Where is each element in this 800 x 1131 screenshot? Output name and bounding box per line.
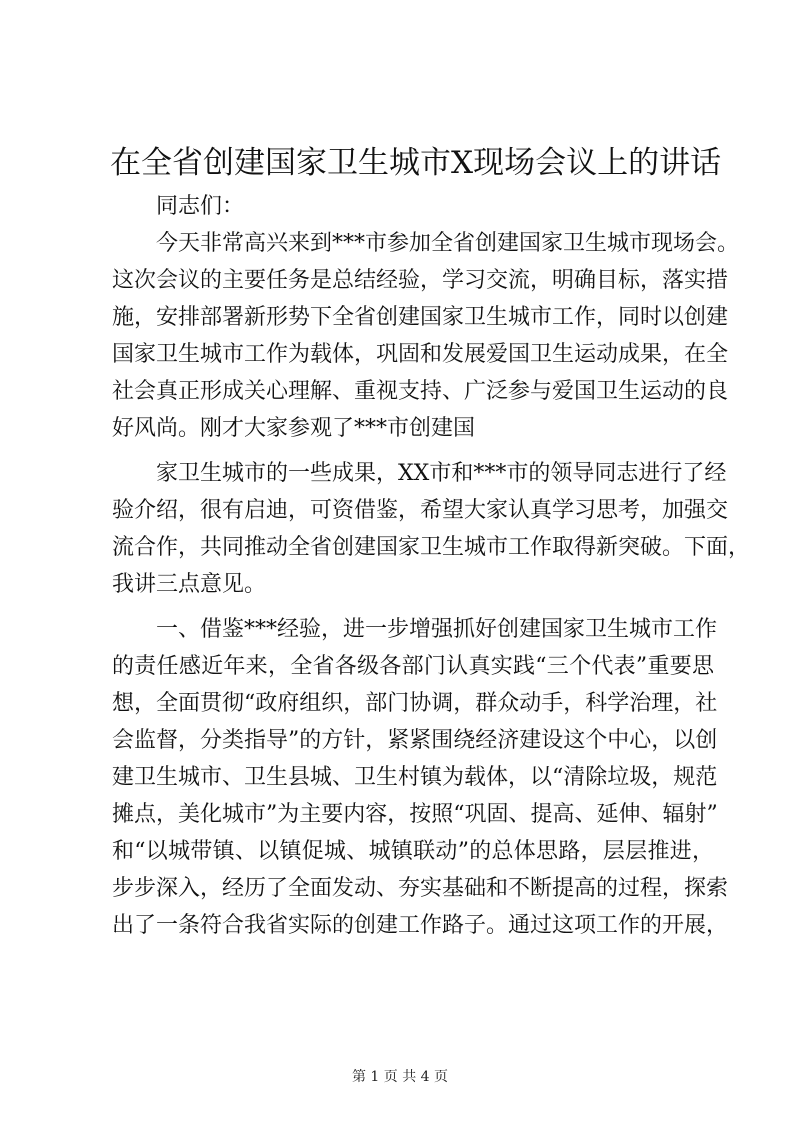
document-title: 在全省创建国家卫生城市X现场会议上的讲话 <box>110 145 722 181</box>
text-line: 一、借鉴***经验，进一步增强抓好创建国家卫生城市工作 <box>156 617 718 642</box>
text-line: 验介绍，很有启迪，可资借鉴，希望大家认真学习思考，加强交 <box>112 498 729 523</box>
text-line: 步步深入，经历了全面发动、夯实基础和不断提高的过程，探索 <box>112 876 729 901</box>
text-line: 施，安排部署新形势下全省创建国家卫生城市工作，同时以创建 <box>112 305 729 330</box>
text-line: 会监督，分类指导”的方针，紧紧围绕经济建设这个中心，以创 <box>112 728 718 753</box>
text-line: 建卫生城市、卫生县城、卫生村镇为载体，以“清除垃圾，规范 <box>112 765 718 790</box>
paragraph-3 <box>112 611 729 944</box>
paragraph-1 <box>112 225 740 447</box>
text-line: 社会真正形成关心理解、重视支持、广泛参与爱国卫生运动的良 <box>112 379 729 404</box>
text-line: 这次会议的主要任务是总结经验，学习交流，明确目标，落实措 <box>112 268 729 293</box>
text-line: 今天非常高兴来到***市参加全省创建国家卫生城市现场会。 <box>156 231 740 256</box>
paragraph-2 <box>112 455 751 603</box>
text-line: 想，全面贯彻“政府组织，部门协调，群众动手，科学治理，社 <box>112 691 718 716</box>
text-line: 我讲三点意见。 <box>112 572 267 597</box>
text-line: 和“以城带镇、以镇促城、城镇联动”的总体思路，层层推进， <box>112 839 714 864</box>
salutation: 同志们： <box>156 194 245 219</box>
text-line: 的责任感近年来，全省各级各部门认真实践“三个代表”重要思 <box>112 654 714 679</box>
text-line: 出了一条符合我省实际的创建工作路子。通过这项工作的开展， <box>112 913 729 938</box>
page-number-footer: 第 1 页 共 4 页 <box>351 1069 449 1085</box>
text-line: 摊点，美化城市”为主要内容，按照“巩固、提高、延伸、辐射” <box>112 802 718 827</box>
text-line: 流合作，共同推动全省创建国家卫生城市工作取得新突破。下面， <box>112 535 751 560</box>
text-line: 好风尚。刚才大家参观了***市创建国 <box>112 416 476 441</box>
text-line: 国家卫生城市工作为载体，巩固和发展爱国卫生运动成果，在全 <box>112 342 729 367</box>
document-body <box>112 188 751 944</box>
text-line: 家卫生城市的一些成果，XX市和***市的领导同志进行了经 <box>156 461 727 486</box>
